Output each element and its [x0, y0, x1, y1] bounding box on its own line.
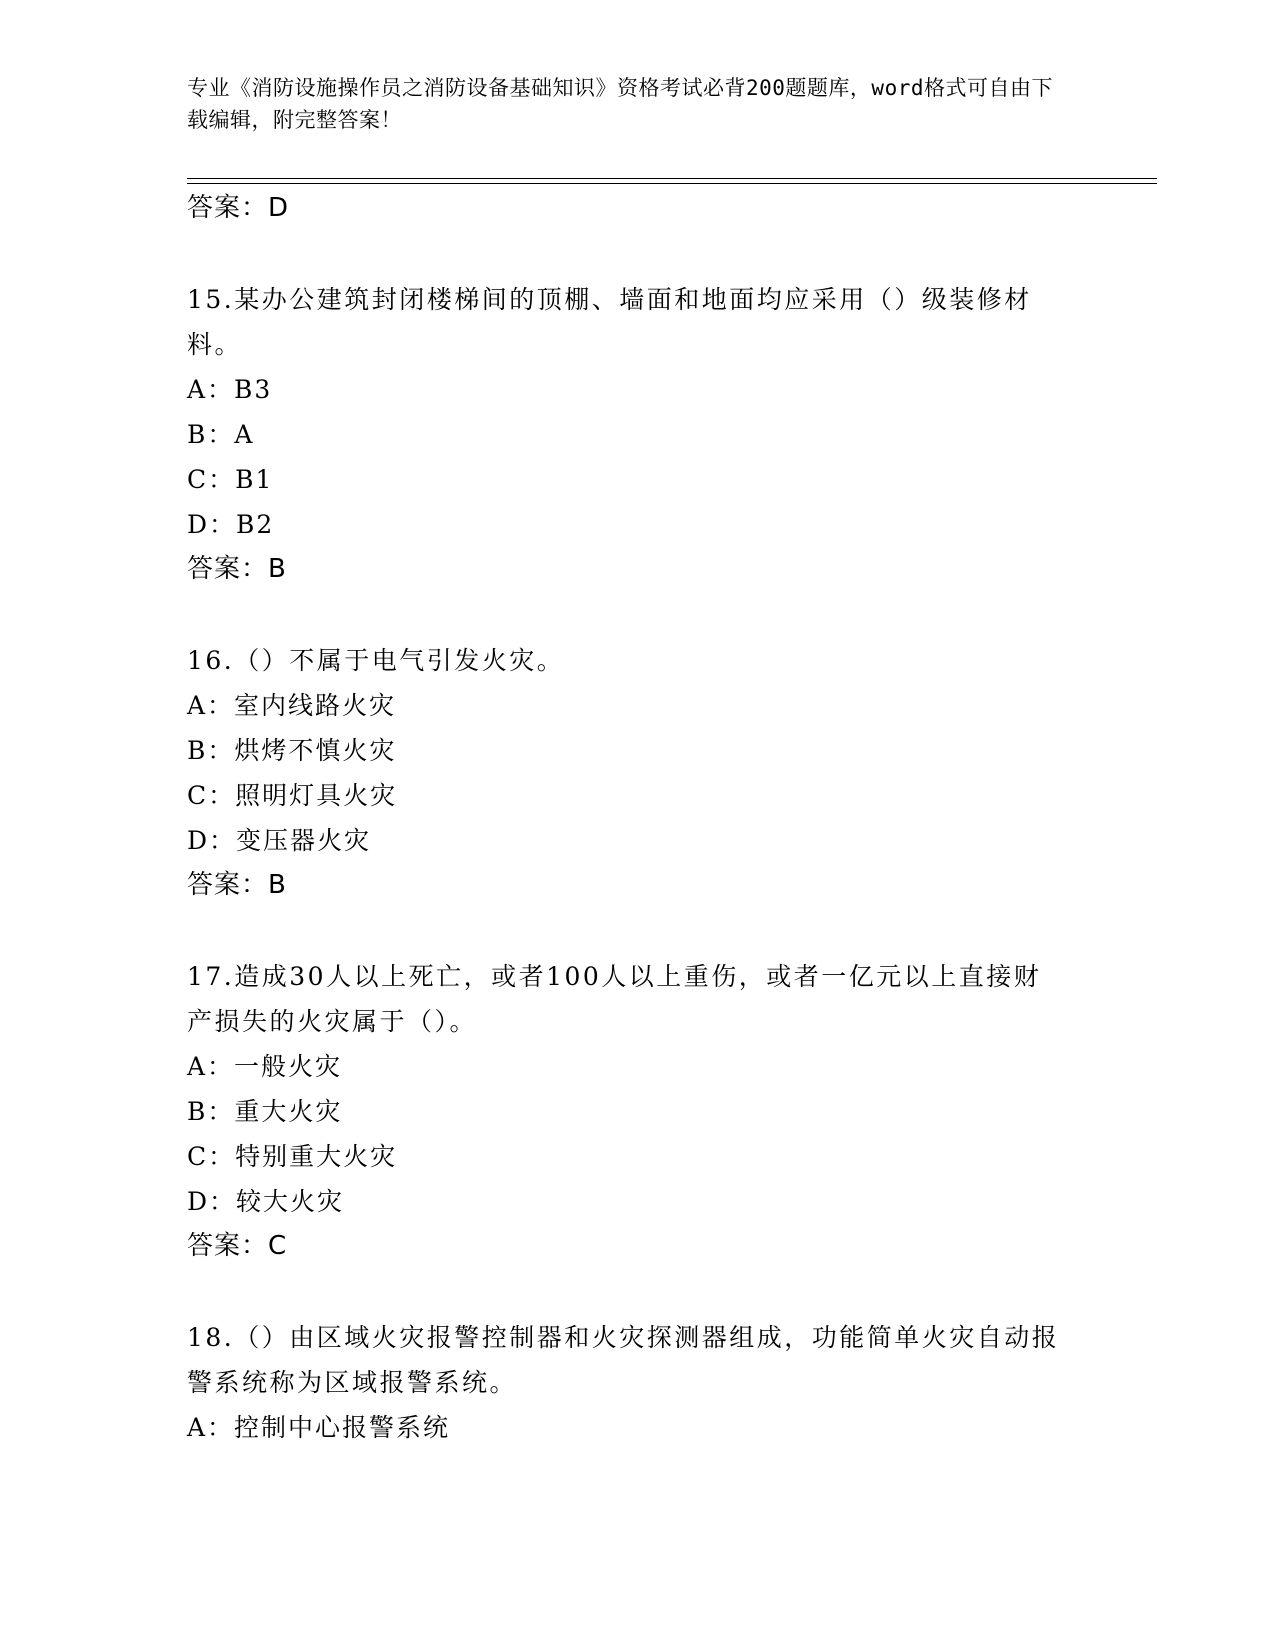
question-stem: 17.造成30人以上死亡，或者100人以上重伤，或者一亿元以上直接财产损失的火灾属于（）。: [187, 962, 1042, 1036]
answer-line: 答案：B: [187, 554, 287, 584]
header-rule-bottom: [187, 183, 1157, 184]
spacer: [187, 908, 1087, 954]
answer-line: 答案：D: [187, 193, 290, 223]
spacer: [187, 231, 1087, 277]
option-a: A：室内线路火灾: [187, 691, 397, 720]
option-a: A：B3: [187, 375, 273, 404]
header-rule-top: [187, 178, 1157, 179]
option-c: C：照明灯具火灾: [187, 781, 398, 810]
spacer: [187, 592, 1087, 638]
answer-line: 答案：B: [187, 870, 287, 900]
option-c: C：B1: [187, 465, 274, 494]
question-stem: 15.某办公建筑封闭楼梯间的顶棚、墙面和地面均应采用（）级装修材料。: [187, 285, 1032, 359]
option-c: C：特别重大火灾: [187, 1142, 398, 1171]
option-a: A：控制中心报警系统: [187, 1413, 451, 1442]
answer-line: 答案：C: [187, 1231, 288, 1261]
option-d: D：较大火灾: [187, 1187, 345, 1216]
option-b: B：重大火灾: [187, 1097, 343, 1126]
question-stem: 18.（）由区域火灾报警控制器和火灾探测器组成，功能简单火灾自动报警系统称为区域报警系统。: [187, 1323, 1060, 1397]
option-b: B：烘烤不慎火灾: [187, 736, 397, 765]
question-stem: 16.（）不属于电气引发火灾。: [187, 646, 565, 675]
option-d: D：变压器火灾: [187, 826, 372, 855]
option-a: A：一般火灾: [187, 1052, 343, 1081]
document-header: 专业《消防设施操作员之消防设备基础知识》资格考试必背200题题库，word格式可自由下载编辑，附完整答案！: [187, 76, 1053, 132]
spacer: [187, 1269, 1087, 1315]
option-b: B：A: [187, 420, 255, 449]
document-body: [187, 186, 1087, 1450]
option-d: D：B2: [187, 510, 275, 539]
